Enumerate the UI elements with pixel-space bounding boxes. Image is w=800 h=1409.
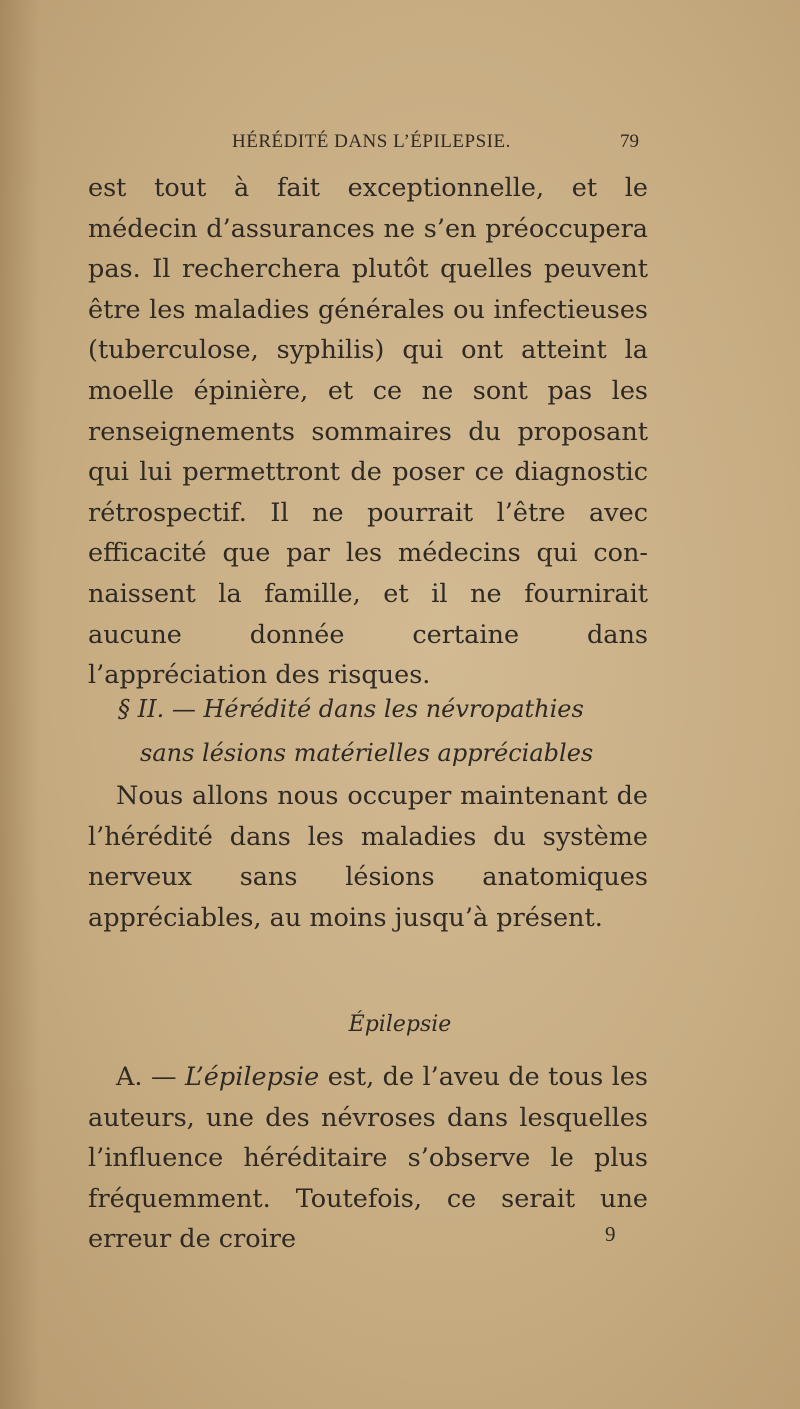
- subheading-epilepsie: Épilepsie: [348, 1012, 452, 1037]
- paragraph-3: [88, 1057, 648, 1255]
- paragraph-3-rest: est, de l’aveu de tous les auteurs, une des névroses dans lesquelles l’influence héréditaire s’observe le plus fréquemment. Toutefois, ce serait une erreur de croire: [88, 1062, 648, 1255]
- paragraph-3-italic: L’épilepsie: [184, 1062, 320, 1092]
- signature-mark: 9: [605, 1222, 616, 1246]
- paragraph-1: est tout à fait exceptionnelle, et le médecin d’assurances ne s’en préoccupera pas. Il recherchera plutôt quelles peuvent être les maladies générales ou infectieuses (tuberculose, syphilis) qui ont atteint la moelle épinière, et ce ne sont pas les renseignements sommaires du proposant qui lui permettront de poser ce diagnostic rétrospectif. Il ne pourrait l’être avec efficacité que par les médecins qui connaissent la famille, et il ne fournirait aucune donnée certaine dans l’appréciation des risques.: [88, 173, 648, 691]
- paragraph-3-lead: A. —: [116, 1062, 185, 1092]
- page-number: 79: [620, 131, 639, 152]
- running-head: HÉRÉDITÉ DANS L’ÉPILEPSIE.: [232, 131, 511, 152]
- paragraph-2: Nous allons nous occuper maintenant de l’hérédité dans les maladies du système nerveux sans lésions anatomiques appréciables, au moins jusqu’à présent.: [88, 781, 648, 933]
- section-heading-line-2: sans lésions matérielles appréciables: [140, 739, 594, 767]
- section-heading-line-1: § II. — Hérédité dans les névropathies: [118, 695, 584, 723]
- page-edge-shadow: [0, 0, 40, 1409]
